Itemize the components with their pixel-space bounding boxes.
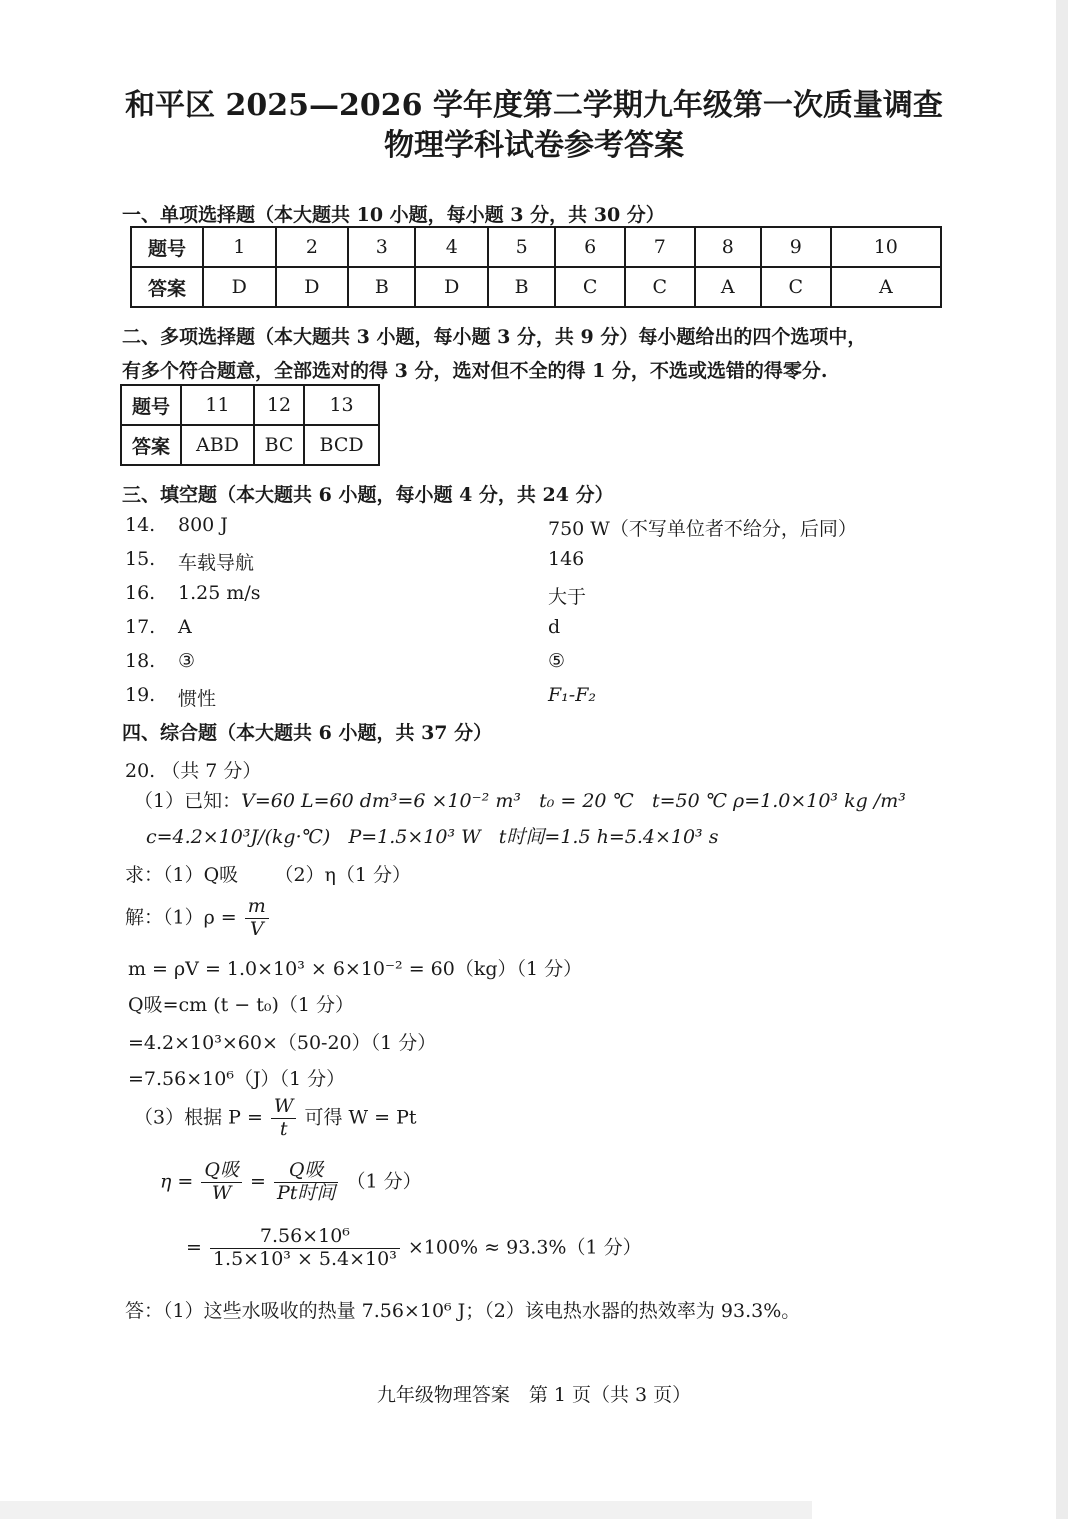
answer-second: 146: [548, 548, 585, 570]
power-line: [134, 1096, 417, 1141]
item-number: 18.: [125, 650, 156, 672]
section4-heading: 四、综合题（本大题共 6 小题，共 37 分）: [122, 722, 493, 744]
equals-sign: =: [186, 1236, 202, 1259]
item-number: 17.: [125, 616, 156, 638]
power-fraction: [271, 1096, 297, 1141]
item-number: 14.: [125, 514, 156, 536]
step-heat-result: =7.56×10⁶（J）（1 分）: [128, 1068, 346, 1090]
solve-label: 解：（1）ρ =: [125, 906, 237, 929]
section2-question-row: [121, 385, 379, 425]
answer-second: F₁-F₂: [548, 684, 597, 706]
section1-answer-row: [131, 267, 941, 307]
section2-table: [120, 384, 380, 466]
fraction-numerator: m: [245, 896, 269, 919]
calculation-line: [186, 1226, 642, 1271]
question-number: 5: [488, 227, 555, 267]
find-heat: （1）Q吸: [163, 864, 239, 886]
fraction-numerator: W: [271, 1096, 297, 1119]
answer-cell: C: [625, 267, 695, 307]
title-line-1: 和平区 2025—2026 学年度第二学期九年级第一次质量调查: [125, 88, 943, 123]
power-suffix: 可得 W = Pt: [304, 1106, 417, 1129]
known-density: ρ=1.0×10³ kg /m³: [733, 790, 906, 812]
answer-cell: B: [348, 267, 415, 307]
find-line: [125, 860, 411, 887]
answer-first: A: [178, 616, 192, 638]
answer-second: 750 W（不写单位者不给分，后同）: [548, 518, 857, 540]
question-number: 10: [831, 227, 941, 267]
answer-second: ⑤: [548, 650, 566, 672]
answer-cell: D: [415, 267, 488, 307]
section1-table: [130, 226, 942, 308]
efficiency-score: （1 分）: [346, 1170, 422, 1193]
section1-question-row: [131, 227, 941, 267]
answer-second: 大于: [548, 586, 587, 608]
question-number: 1: [203, 227, 276, 267]
fraction-denominator: t: [279, 1117, 288, 1140]
question-number: 12: [254, 385, 304, 425]
known-volume: V=60 L=60 dm³=6 ×10⁻² m³: [241, 790, 521, 812]
title-line-2: 物理学科试卷参考答案: [384, 128, 684, 163]
table-row-label: 答案: [131, 267, 203, 307]
answer-cell: BC: [254, 425, 304, 465]
efficiency-line: [160, 1160, 422, 1205]
fraction-denominator: 1.5×10³ × 5.4×10³: [212, 1247, 397, 1270]
solve-line: [125, 896, 271, 941]
question-number: 4: [415, 227, 488, 267]
fraction-denominator: Pt时间: [276, 1181, 336, 1204]
final-answer: 答：（1）这些水吸收的热量 7.56×10⁶ J；（2）该电热水器的热效率为 93.3%。: [125, 1300, 801, 1322]
answer-cell: A: [831, 267, 941, 307]
fraction-denominator: V: [249, 917, 264, 940]
efficiency-fraction-2: [274, 1160, 338, 1205]
fraction-numerator: Q吸: [274, 1160, 338, 1183]
answer-first: 惯性: [178, 688, 217, 710]
item-number: 15.: [125, 548, 156, 570]
answer-cell: D: [276, 267, 349, 307]
table-row-label: 答案: [121, 425, 181, 465]
known-line-2: [146, 822, 718, 849]
section2-answer-row: [121, 425, 379, 465]
answer-first: 800 J: [178, 514, 228, 536]
find-label: 求：: [125, 864, 164, 886]
section3-heading: 三、填空题（本大题共 6 小题，每小题 4 分，共 24 分）: [122, 484, 614, 506]
answer-cell: B: [488, 267, 555, 307]
power-prefix: （3）根据 P =: [134, 1106, 263, 1129]
question-number: 8: [695, 227, 761, 267]
scan-edge-bottom: [0, 1501, 812, 1519]
equals-sign: =: [250, 1170, 266, 1193]
calculation-fraction: [210, 1226, 400, 1271]
answer-first: 车载导航: [178, 552, 255, 574]
known-time: t时间=1.5 h=5.4×10³ s: [498, 826, 719, 848]
answer-cell: BCD: [304, 425, 379, 465]
section2-heading-1: 二、多项选择题（本大题共 3 小题，每小题 3 分，共 9 分）每小题给出的四个选项中，: [122, 326, 867, 348]
answer-second: d: [548, 616, 561, 638]
answer-cell: C: [555, 267, 625, 307]
known-line-1: [134, 786, 906, 813]
question-number: 2: [276, 227, 349, 267]
answer-cell: D: [203, 267, 276, 307]
find-efficiency: （2）η（1 分）: [274, 864, 412, 886]
density-fraction: [245, 896, 269, 941]
table-row-label: 题号: [131, 227, 203, 267]
answer-cell: C: [761, 267, 831, 307]
fraction-denominator: W: [211, 1181, 232, 1204]
step-mass: m = ρV = 1.0×10³ × 6×10⁻² = 60（kg）（1 分）: [128, 958, 583, 980]
fraction-numerator: Q吸: [201, 1160, 242, 1183]
known-power: P=1.5×10³ W: [348, 826, 481, 848]
question-20-title: 20. （共 7 分）: [125, 760, 262, 782]
question-number: 6: [555, 227, 625, 267]
question-number: 9: [761, 227, 831, 267]
step-substitution: =4.2×10³×60×（50-20）（1 分）: [128, 1032, 437, 1054]
scan-edge-right: [1056, 0, 1068, 1519]
known-specific-heat: c=4.2×10³J/(kg·℃): [146, 826, 331, 848]
fraction-numerator: 7.56×10⁶: [210, 1226, 400, 1249]
answer-first: ③: [178, 650, 196, 672]
section1-heading: 一、单项选择题（本大题共 10 小题，每小题 3 分，共 30 分）: [122, 204, 665, 226]
page-footer: 九年级物理答案 第 1 页（共 3 页）: [376, 1384, 692, 1406]
answer-cell: A: [695, 267, 761, 307]
answer-first: 1.25 m/s: [178, 582, 261, 604]
step-heat-formula: Q吸=cm (t − t₀)（1 分）: [128, 994, 355, 1016]
question-number: 3: [348, 227, 415, 267]
question-number: 13: [304, 385, 379, 425]
table-row-label: 题号: [121, 385, 181, 425]
efficiency-fraction-1: [201, 1160, 242, 1205]
known-initial-temp: t₀ = 20 ℃: [539, 790, 634, 812]
question-number: 11: [181, 385, 254, 425]
answer-cell: ABD: [181, 425, 254, 465]
known-label: （1）已知：: [134, 790, 242, 812]
efficiency-prefix: η =: [160, 1170, 194, 1193]
known-final-temp: t=50 ℃: [651, 790, 727, 812]
section2-heading-2: 有多个符合题意，全部选对的得 3 分，选对但不全的得 1 分，不选或选错的得零分.: [122, 360, 828, 382]
calculation-result: ×100% ≈ 93.3%（1 分）: [407, 1236, 642, 1259]
item-number: 19.: [125, 684, 156, 706]
item-number: 16.: [125, 582, 156, 604]
question-number: 7: [625, 227, 695, 267]
